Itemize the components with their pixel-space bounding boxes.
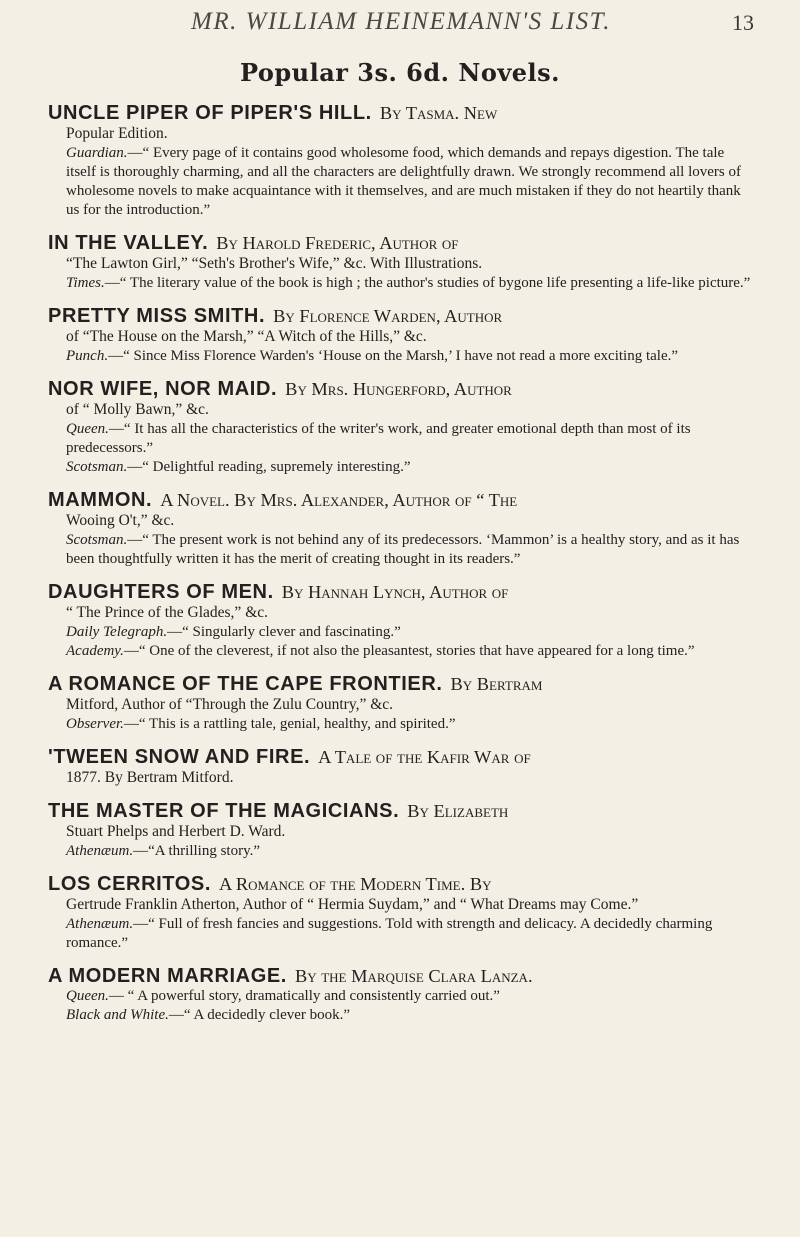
review-source: Black and White. — [66, 1007, 169, 1023]
review-source: Queen. — [66, 421, 109, 437]
review-source: Athenæum. — [66, 843, 134, 859]
page-number: 13 — [732, 10, 754, 35]
book-title: MAMMON. — [48, 489, 153, 511]
book-title: 'TWEEN SNOW AND FIRE. — [48, 746, 311, 768]
review-source: Scotsman. — [66, 532, 128, 548]
book-heading — [48, 232, 754, 254]
review-source: Guardian. — [66, 145, 128, 161]
book-entry — [48, 746, 754, 788]
press-review — [48, 274, 754, 293]
book-details: 1877. By Bertram Mitford. — [66, 769, 234, 786]
press-review — [48, 347, 754, 366]
review-text: —“ The literary value of the book is high ; the author's studies of bygone life presenting a life-like picture.” — [104, 275, 751, 291]
book-heading — [48, 581, 754, 603]
book-entry — [48, 673, 754, 734]
running-head — [48, 8, 754, 42]
review-source: Academy. — [66, 643, 124, 659]
book-byline: By Elizabeth — [407, 801, 509, 821]
review-text: —“ It has all the characteristics of the writer's work, and greater emotional depth than most of its predecessors.” — [66, 421, 691, 456]
review-source: Scotsman. — [66, 459, 128, 475]
book-title: NOR WIFE, NOR MAID. — [48, 378, 278, 400]
press-review — [48, 458, 754, 477]
review-text: —“ Full of fresh fancies and suggestions. Told with strength and delicacy. A decidedly charming romance.” — [66, 916, 713, 951]
book-byline: A Novel. By Mrs. Alexander, Author of “ The — [160, 490, 518, 510]
press-review — [48, 531, 754, 569]
book-details: Stuart Phelps and Herbert D. Ward. — [66, 823, 286, 840]
press-review — [48, 987, 754, 1006]
book-title: PRETTY MISS SMITH. — [48, 305, 266, 327]
review-text: —“ Singularly clever and fascinating.” — [167, 624, 401, 640]
book-entry — [48, 232, 754, 293]
review-source: Times. — [66, 275, 105, 291]
review-text: —“ Since Miss Florence Warden's ‘House on the Marsh,’ I have not read a more exciting tale.” — [108, 348, 679, 364]
book-title: UNCLE PIPER OF PIPER'S HILL. — [48, 102, 372, 124]
press-review — [48, 642, 754, 661]
book-heading — [48, 305, 754, 327]
press-review — [48, 842, 754, 861]
book-heading — [48, 873, 754, 895]
press-review — [48, 915, 754, 953]
review-text: —“ Delightful reading, supremely interesting.” — [127, 459, 411, 475]
book-details: Wooing O't,” &c. — [66, 512, 175, 529]
book-byline: A Tale of the Kafir War of — [318, 747, 531, 767]
book-heading — [48, 965, 754, 987]
book-entry — [48, 489, 754, 569]
book-heading — [48, 489, 754, 511]
press-review — [48, 144, 754, 220]
book-entry — [48, 581, 754, 661]
review-text: —“ The present work is not behind any of its predecessors. ‘Mammon’ is a healthy story, and as it has been thoughtfully written it has the merit of creating thought in its readers.” — [66, 532, 740, 567]
book-title: IN THE VALLEY. — [48, 232, 209, 254]
book-byline: By Hannah Lynch, Author of — [281, 582, 509, 602]
book-heading — [48, 673, 754, 695]
book-entry — [48, 102, 754, 220]
book-details: of “ Molly Bawn,” &c. — [66, 401, 209, 418]
book-details: Gertrude Franklin Atherton, Author of “ Hermia Suydam,” and “ What Dreams may Come.” — [66, 896, 639, 913]
book-byline: By Tasma. New — [379, 103, 498, 123]
book-heading — [48, 800, 754, 822]
book-title: LOS CERRITOS. — [48, 873, 212, 895]
book-details: “The Lawton Girl,” “Seth's Brother's Wife,” &c. With Illustrations. — [66, 255, 483, 272]
book-title: DAUGHTERS OF MEN. — [48, 581, 274, 603]
book-title: A ROMANCE OF THE CAPE FRONTIER. — [48, 673, 443, 695]
book-byline: By Harold Frederic, Author of — [216, 233, 459, 253]
book-entry — [48, 873, 754, 953]
review-source: Observer. — [66, 716, 124, 732]
book-heading — [48, 102, 754, 124]
review-text: —“ One of the cleverest, if not also the pleasantest, stories that have appeared for a long time.” — [123, 643, 695, 659]
review-text: —“ A decidedly clever book.” — [168, 1007, 351, 1023]
book-title: THE MASTER OF THE MAGICIANS. — [48, 800, 400, 822]
book-entry — [48, 378, 754, 477]
press-review — [48, 1006, 754, 1025]
book-byline: By Mrs. Hungerford, Author — [285, 379, 512, 399]
book-byline: By Florence Warden, Author — [273, 306, 503, 326]
review-source: Punch. — [66, 348, 109, 364]
book-title: A MODERN MARRIAGE. — [48, 965, 287, 987]
review-text: — “ A powerful story, dramatically and consistently carried out.” — [108, 988, 500, 1004]
book-byline: By the Marquise Clara Lanza. — [294, 966, 533, 986]
review-source: Daily Telegraph. — [66, 624, 168, 640]
book-details: Mitford, Author of “Through the Zulu Country,” &c. — [66, 696, 394, 713]
running-head-title: MR. WILLIAM HEINEMANN'S LIST. — [191, 8, 611, 35]
review-source: Queen. — [66, 988, 109, 1004]
section-title: Popular 3s. 6d. Novels. — [239, 58, 561, 87]
press-review — [48, 623, 754, 642]
book-entry — [48, 305, 754, 366]
book-byline: A Romance of the Modern Time. By — [219, 874, 492, 894]
review-text: —“A thrilling story.” — [133, 843, 261, 859]
book-heading — [48, 746, 754, 768]
press-review — [48, 420, 754, 458]
press-review — [48, 715, 754, 734]
book-details: “ The Prince of the Glades,” &c. — [66, 604, 268, 621]
book-entry — [48, 800, 754, 861]
review-text: —“ Every page of it contains good wholesome food, which demands and repays digestion. The tale itself is thoroughly charming, and all the characters are delightfully drawn. We strongly recommend all lovers of wholesome novels to make acquaintance with it themselves, and are much mistaken if they do not heartily thank us for the introduction.” — [66, 145, 741, 218]
book-details: Popular Edition. — [66, 125, 168, 142]
book-heading — [48, 378, 754, 400]
review-source: Athenæum. — [66, 916, 134, 932]
book-entry — [48, 965, 754, 1025]
book-list — [48, 102, 754, 1037]
review-text: —“ This is a rattling tale, genial, healthy, and spirited.” — [123, 716, 456, 732]
book-byline: By Bertram — [450, 674, 543, 694]
book-details: of “The House on the Marsh,” “A Witch of the Hills,” &c. — [66, 328, 427, 345]
